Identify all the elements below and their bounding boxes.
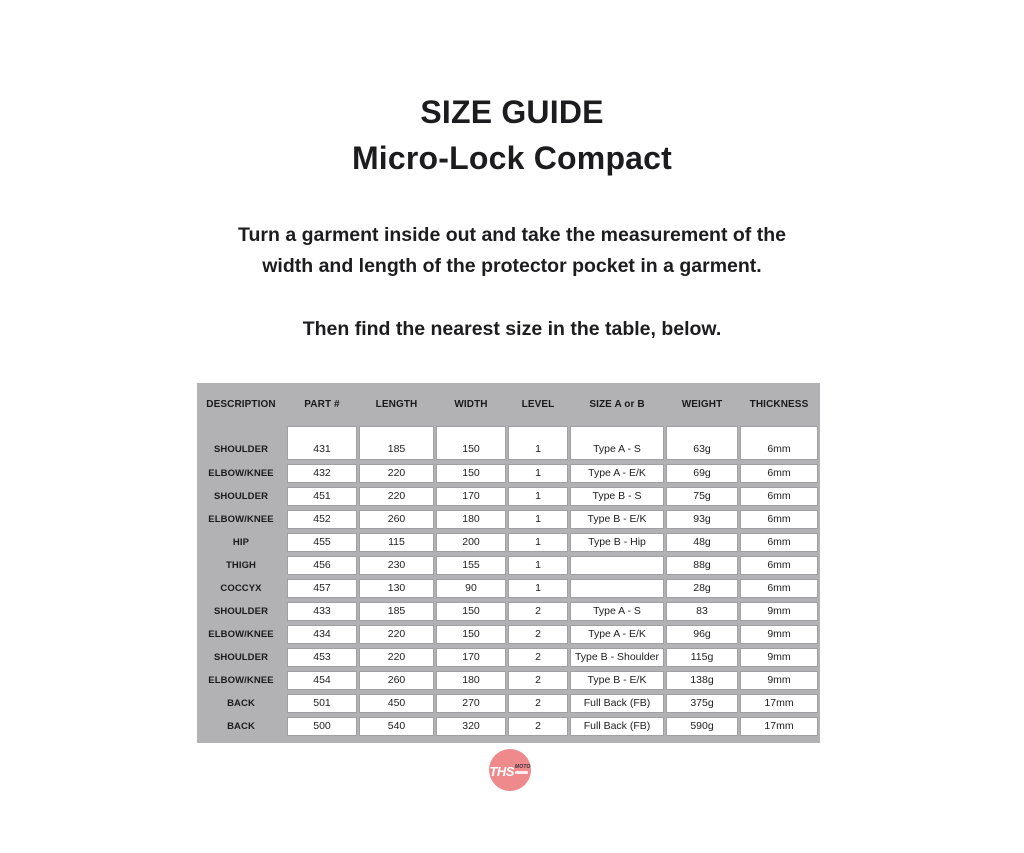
row-description: SHOULDER xyxy=(213,606,269,617)
table-cell: 130 xyxy=(359,579,434,598)
table-cell: 2 xyxy=(508,671,568,690)
table-cell: 63g xyxy=(666,426,738,460)
table-cell xyxy=(570,556,664,575)
logo-side xyxy=(515,765,531,774)
table-cell: Type A - E/K xyxy=(570,464,664,483)
table-row xyxy=(197,671,818,690)
table-row xyxy=(197,533,818,552)
table-cell: Type B - Shoulder xyxy=(570,648,664,667)
table-cell: 230 xyxy=(359,556,434,575)
table-row xyxy=(197,426,818,460)
table-cell: 2 xyxy=(508,625,568,644)
logo-text-moto: MOTO xyxy=(514,763,531,770)
instruction-line3: Then find the nearest size in the table, below. xyxy=(302,318,722,340)
row-description: SHOULDER xyxy=(213,491,269,502)
table-row xyxy=(197,625,818,644)
table-cell: 115 xyxy=(359,533,434,552)
table-row xyxy=(197,579,818,598)
table-row xyxy=(197,717,818,736)
table-cell: 17mm xyxy=(740,694,818,713)
table-cell: 150 xyxy=(436,464,506,483)
page-title-line2: Micro-Lock Compact xyxy=(351,140,673,176)
table-cell: 320 xyxy=(436,717,506,736)
table-row xyxy=(197,556,818,575)
table-cell: Full Back (FB) xyxy=(570,694,664,713)
table-cell: 501 xyxy=(287,694,357,713)
table-cell: 220 xyxy=(359,648,434,667)
table-cell: 260 xyxy=(359,510,434,529)
table-cell: Full Back (FB) xyxy=(570,717,664,736)
table-cell: 6mm xyxy=(740,426,818,460)
table-cell: 220 xyxy=(359,464,434,483)
column-header: LEVEL xyxy=(521,399,555,410)
table-row xyxy=(197,648,818,667)
table-cell: 452 xyxy=(287,510,357,529)
column-header: THICKNESS xyxy=(749,399,809,410)
table-cell: 454 xyxy=(287,671,357,690)
row-description: COCCYX xyxy=(220,583,262,594)
table-cell: Type B - E/K xyxy=(570,671,664,690)
instruction-line2: width and length of the protector pocket in a garment. xyxy=(262,255,762,277)
ths-moto-logo xyxy=(489,749,531,791)
table-cell: 2 xyxy=(508,602,568,621)
table-cell: 69g xyxy=(666,464,738,483)
table-cell: 2 xyxy=(508,648,568,667)
row-description: ELBOW/KNEE xyxy=(208,675,274,686)
table-cell: 453 xyxy=(287,648,357,667)
table-cell: 185 xyxy=(359,426,434,460)
row-description: SHOULDER xyxy=(213,444,269,455)
table-cell: 2 xyxy=(508,717,568,736)
table-cell: 6mm xyxy=(740,464,818,483)
table-row xyxy=(197,694,818,713)
table-cell: 9mm xyxy=(740,602,818,621)
table-cell: 138g xyxy=(666,671,738,690)
page-title-line1: SIZE GUIDE xyxy=(420,94,604,130)
table-cell: 434 xyxy=(287,625,357,644)
table-cell: 200 xyxy=(436,533,506,552)
table-cell: 150 xyxy=(436,625,506,644)
table-cell: 432 xyxy=(287,464,357,483)
column-header: SIZE A or B xyxy=(589,399,645,410)
table-cell: 220 xyxy=(359,625,434,644)
logo-inner xyxy=(489,765,530,778)
logo-text-ths: THS xyxy=(489,763,514,779)
table-cell: 457 xyxy=(287,579,357,598)
table-cell: Type A - S xyxy=(570,602,664,621)
table-cell: 90 xyxy=(436,579,506,598)
table-cell: 6mm xyxy=(740,579,818,598)
table-cell: 2 xyxy=(508,694,568,713)
table-cell: Type A - E/K xyxy=(570,625,664,644)
table-cell: Type B - E/K xyxy=(570,510,664,529)
row-description: BACK xyxy=(227,698,255,709)
table-header-row xyxy=(197,383,818,426)
table-cell: 150 xyxy=(436,426,506,460)
table-cell: 1 xyxy=(508,579,568,598)
table-cell: 185 xyxy=(359,602,434,621)
table-cell: 48g xyxy=(666,533,738,552)
table-cell: 9mm xyxy=(740,648,818,667)
table-cell xyxy=(570,579,664,598)
table-cell: 6mm xyxy=(740,487,818,506)
table-cell: 180 xyxy=(436,671,506,690)
table-cell: 1 xyxy=(508,487,568,506)
table-cell: 450 xyxy=(359,694,434,713)
table-cell: 590g xyxy=(666,717,738,736)
table-cell: 93g xyxy=(666,510,738,529)
table-cell: 28g xyxy=(666,579,738,598)
table-cell: Type B - Hip xyxy=(570,533,664,552)
row-description: SHOULDER xyxy=(213,652,269,663)
row-description: ELBOW/KNEE xyxy=(208,514,274,525)
table-cell: 9mm xyxy=(740,671,818,690)
table-row xyxy=(197,464,818,483)
row-description: HIP xyxy=(232,537,250,548)
row-description: BACK xyxy=(227,721,255,732)
table-cell: 1 xyxy=(508,464,568,483)
table-cell: 431 xyxy=(287,426,357,460)
table-cell: 1 xyxy=(508,510,568,529)
row-description: THIGH xyxy=(225,560,257,571)
table-cell: Type A - S xyxy=(570,426,664,460)
table-cell: 6mm xyxy=(740,533,818,552)
table-cell: 155 xyxy=(436,556,506,575)
row-description: ELBOW/KNEE xyxy=(208,629,274,640)
table-row xyxy=(197,602,818,621)
table-cell: 433 xyxy=(287,602,357,621)
table-row xyxy=(197,487,818,506)
instruction-line1: Turn a garment inside out and take the measurement of the xyxy=(238,224,786,246)
table-cell: 455 xyxy=(287,533,357,552)
table-cell: 1 xyxy=(508,426,568,460)
table-cell: 220 xyxy=(359,487,434,506)
table-row xyxy=(197,510,818,529)
table-cell: 375g xyxy=(666,694,738,713)
table-cell: 150 xyxy=(436,602,506,621)
column-header: WEIGHT xyxy=(681,399,723,410)
table-cell: 1 xyxy=(508,556,568,575)
column-header: PART # xyxy=(304,399,340,410)
row-description: ELBOW/KNEE xyxy=(208,468,274,479)
table-body xyxy=(197,426,818,736)
logo-tagline-bar xyxy=(515,771,528,774)
table-cell: 6mm xyxy=(740,556,818,575)
column-header: WIDTH xyxy=(454,399,488,410)
table-cell: 500 xyxy=(287,717,357,736)
table-cell: 540 xyxy=(359,717,434,736)
table-cell: 270 xyxy=(436,694,506,713)
table-cell: 9mm xyxy=(740,625,818,644)
table-cell: 96g xyxy=(666,625,738,644)
size-table xyxy=(197,383,820,743)
table-cell: 451 xyxy=(287,487,357,506)
column-header: DESCRIPTION xyxy=(206,399,276,410)
table-cell: 75g xyxy=(666,487,738,506)
table-cell: 180 xyxy=(436,510,506,529)
table-cell: 260 xyxy=(359,671,434,690)
table-cell: 6mm xyxy=(740,510,818,529)
table-cell: 17mm xyxy=(740,717,818,736)
column-header: LENGTH xyxy=(375,399,418,410)
table-cell: Type B - S xyxy=(570,487,664,506)
table-cell: 83 xyxy=(666,602,738,621)
table-cell: 170 xyxy=(436,487,506,506)
table-cell: 456 xyxy=(287,556,357,575)
table-cell: 1 xyxy=(508,533,568,552)
table-cell: 115g xyxy=(666,648,738,667)
table-cell: 88g xyxy=(666,556,738,575)
table-cell: 170 xyxy=(436,648,506,667)
